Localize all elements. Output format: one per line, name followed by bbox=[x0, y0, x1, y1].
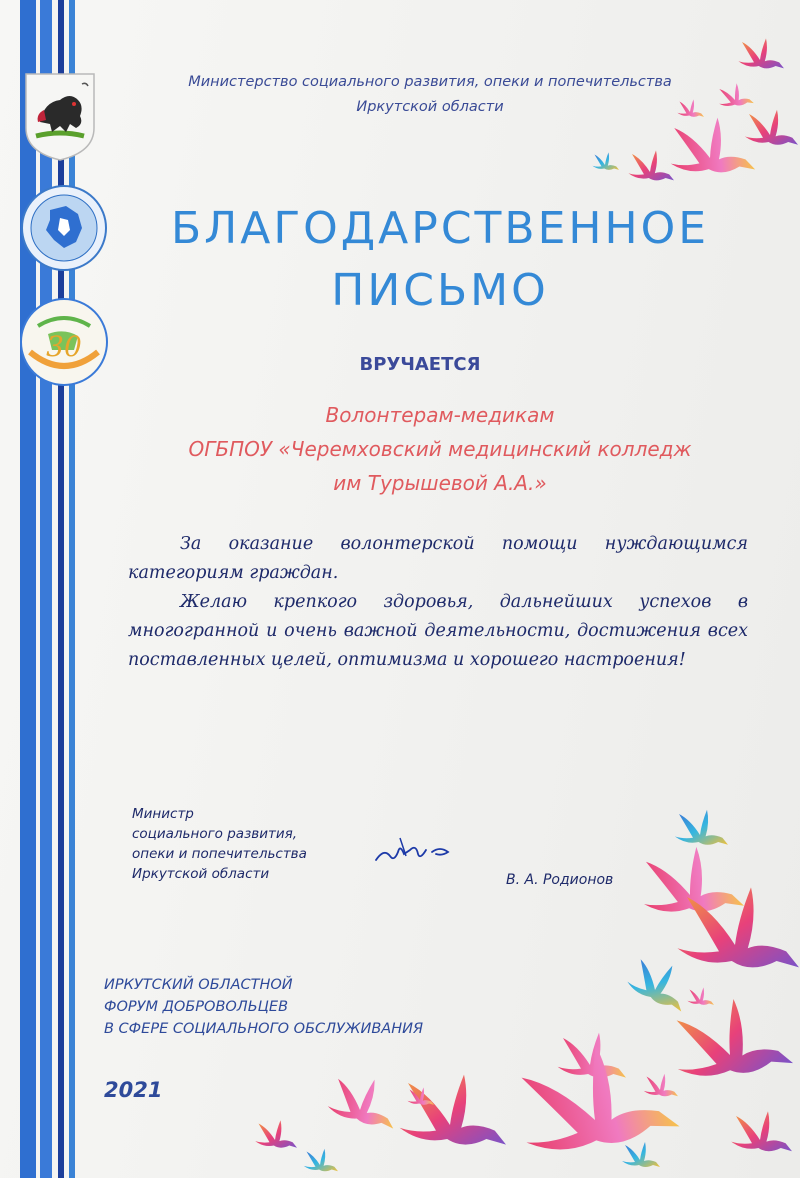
bird-decoration bbox=[745, 110, 798, 145]
bird-decoration bbox=[507, 1030, 680, 1166]
forum-name bbox=[104, 974, 444, 1040]
title-line-2: ПИСЬМО bbox=[331, 265, 549, 316]
bird-decoration bbox=[687, 987, 714, 1005]
region-map-badge-icon bbox=[20, 184, 108, 272]
bird-decoration bbox=[637, 841, 744, 919]
signatory-role bbox=[132, 804, 372, 884]
bird-decoration bbox=[738, 38, 784, 68]
ministry-header bbox=[150, 70, 710, 120]
recipient-line-1: Волонтерам-медикам bbox=[325, 403, 555, 427]
coat-of-arms-icon bbox=[22, 70, 98, 162]
forum-line-1: ИРКУТСКИЙ ОБЛАСТНОЙ bbox=[104, 977, 293, 993]
recipient-line-2: ОГБПОУ «Черемховский медицинский колледж bbox=[188, 437, 692, 461]
awarded-label: ВРУЧАЕТСЯ bbox=[359, 354, 481, 375]
forum-year: 2021 bbox=[104, 1078, 163, 1102]
body-paragraph-2: Желаю крепкого здоровья, дальнейших успехов в многогранной и очень важной деятельности, достижения всех поставленных целей, оптимизма и хорошего настроения! bbox=[128, 592, 748, 670]
title-line-1: БЛАГОДАРСТВЕННОЕ bbox=[170, 203, 710, 254]
signatory-role-line-1: Министр bbox=[132, 806, 194, 822]
bird-decoration bbox=[666, 990, 793, 1087]
ministry-line-2: Иркутской области bbox=[356, 99, 504, 115]
recipient-block bbox=[130, 398, 750, 500]
bird-decoration bbox=[400, 1075, 506, 1145]
body-paragraph-1: За оказание волонтерской помощи нуждающимся категориям граждан. bbox=[128, 534, 748, 583]
bird-decoration bbox=[624, 953, 695, 1011]
signatory-role-line-2: социального развития, bbox=[132, 826, 298, 842]
bird-decoration bbox=[558, 1033, 626, 1078]
bird-decoration bbox=[731, 1111, 792, 1151]
document-title bbox=[100, 198, 780, 322]
bird-decoration bbox=[667, 115, 755, 177]
left-stripe-blue bbox=[69, 0, 75, 1178]
handwritten-signature bbox=[370, 830, 470, 870]
bird-decoration bbox=[716, 81, 754, 109]
anniversary-number: 30 bbox=[46, 330, 82, 363]
bird-decoration bbox=[592, 152, 619, 170]
bird-decoration bbox=[407, 1087, 434, 1105]
body-text bbox=[128, 530, 748, 675]
social-protection-30-years-badge-icon bbox=[18, 296, 110, 388]
bird-decoration bbox=[628, 150, 674, 180]
left-stripe-blue bbox=[20, 0, 36, 1178]
bird-decoration bbox=[304, 1149, 338, 1172]
bird-decoration bbox=[622, 1142, 660, 1167]
bird-decoration bbox=[326, 1072, 401, 1128]
recipient-line-3: им Турышевой А.А.» bbox=[333, 471, 547, 495]
bird-decoration bbox=[644, 1074, 678, 1097]
left-stripe-blue bbox=[40, 0, 52, 1178]
forum-line-2: ФОРУМ ДОБРОВОЛЬЦЕВ bbox=[104, 999, 289, 1015]
bird-decoration bbox=[675, 810, 728, 845]
signatory-role-line-3: опеки и попечительства bbox=[132, 846, 307, 862]
signatory-name: В. А. Родионов bbox=[506, 872, 614, 888]
signatory-role-line-4: Иркутской области bbox=[132, 866, 270, 882]
forum-line-3: В СФЕРЕ СОЦИАЛЬНОГО ОБСЛУЖИВАНИЯ bbox=[104, 1021, 424, 1037]
bird-decoration bbox=[677, 887, 799, 967]
ministry-line-1: Министерство социального развития, опеки и попечительства bbox=[188, 74, 672, 90]
bird-decoration bbox=[255, 1120, 297, 1148]
